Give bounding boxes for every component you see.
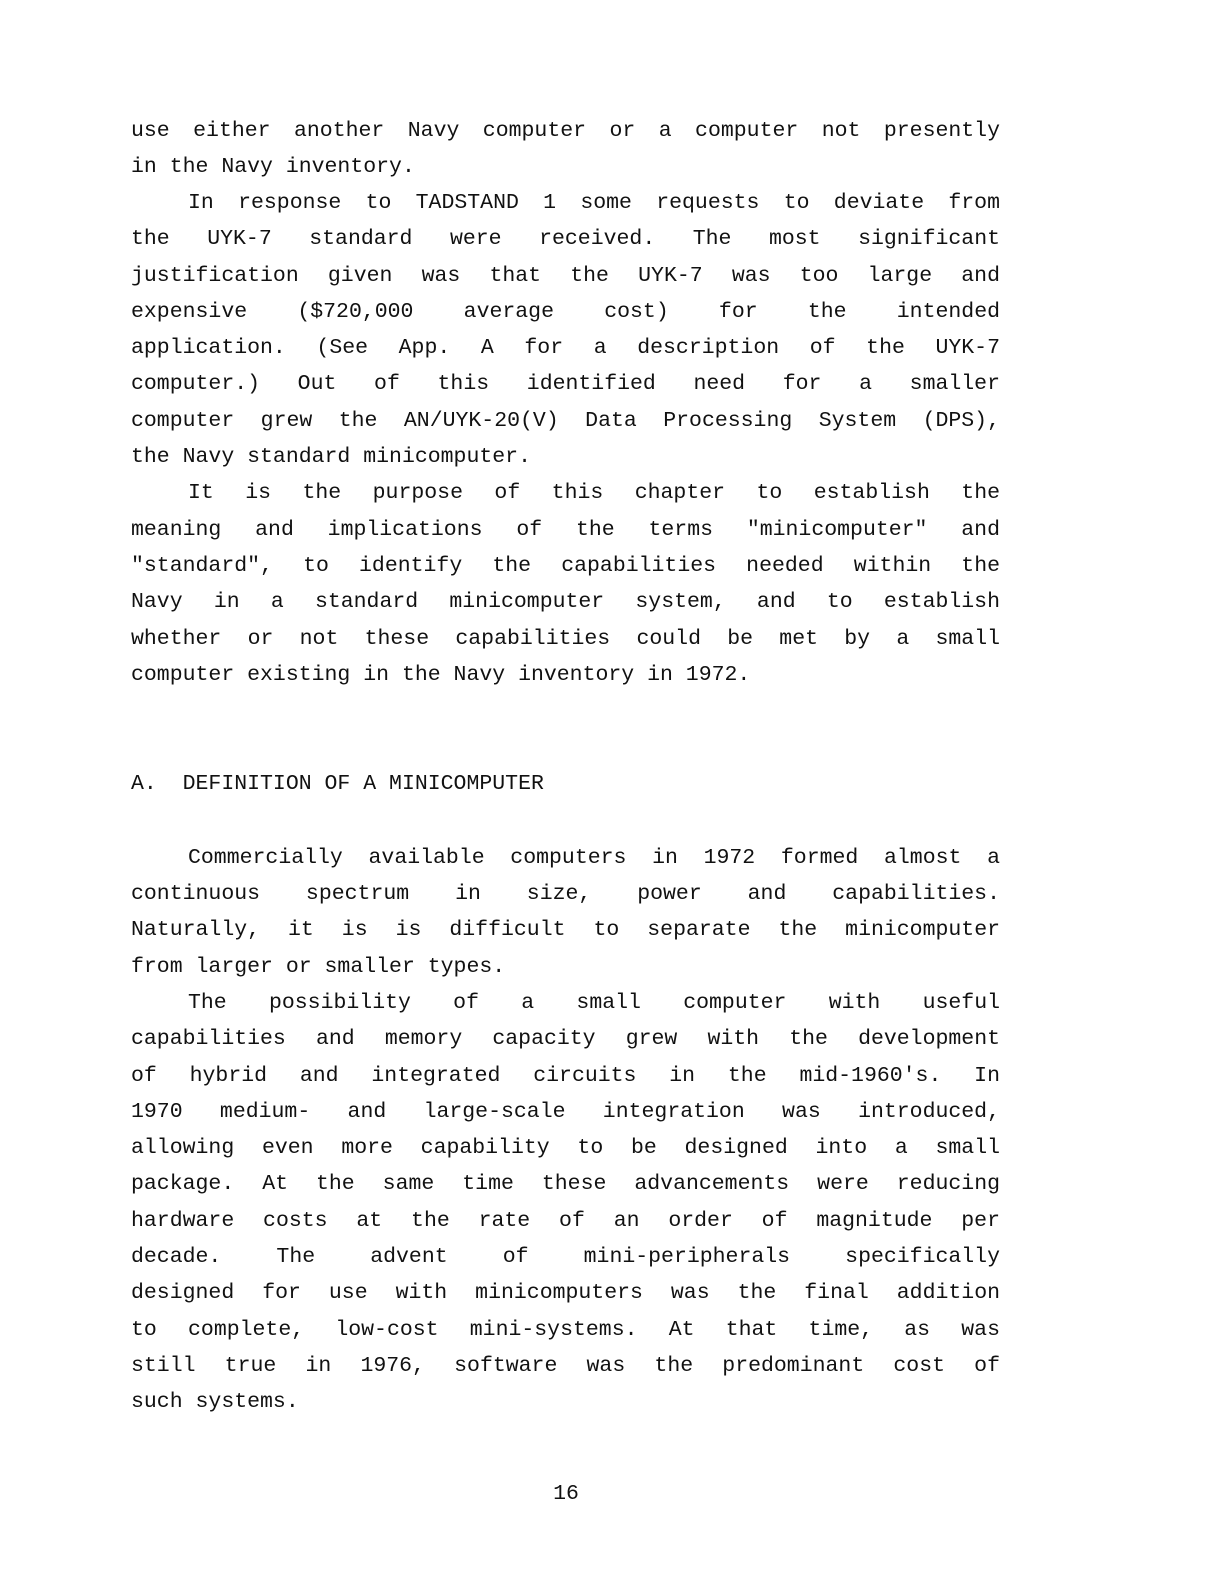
body-text-line: In response to TADSTAND 1 some requests to deviate from bbox=[188, 191, 1000, 215]
body-text-line: application. (See App. A for a description of the UYK-7 bbox=[131, 336, 1000, 360]
body-text-line: meaning and implications of the terms "minicomputer" and bbox=[131, 518, 1000, 542]
body-text-line: from larger or smaller types. bbox=[131, 955, 506, 979]
body-text-line: package. At the same time these advancements were reducing bbox=[131, 1172, 1000, 1196]
body-text-line: of hybrid and integrated circuits in the mid-1960's. In bbox=[131, 1064, 1000, 1088]
body-text-line: Navy in a standard minicomputer system, and to establish bbox=[131, 590, 1000, 614]
body-text-line: "standard", to identify the capabilities needed within the bbox=[131, 554, 1000, 578]
page-number: 16 bbox=[553, 1482, 579, 1506]
body-text-line: in the Navy inventory. bbox=[131, 155, 415, 179]
body-text-line: use either another Navy computer or a computer not presently bbox=[131, 119, 1000, 143]
body-text-line: still true in 1976, software was the predominant cost of bbox=[131, 1354, 1000, 1378]
body-text-line: justification given was that the UYK-7 was too large and bbox=[131, 264, 1000, 288]
body-text-line: to complete, low-cost mini-systems. At that time, as was bbox=[131, 1318, 1000, 1342]
body-text-line: such systems. bbox=[131, 1390, 299, 1414]
body-text-line: 1970 medium- and large-scale integration was introduced, bbox=[131, 1100, 1000, 1124]
body-text-line: decade. The advent of mini-peripherals specifically bbox=[131, 1245, 1000, 1269]
body-text-line: The possibility of a small computer with useful bbox=[188, 991, 1000, 1015]
body-text-line: Naturally, it is is difficult to separate the minicomputer bbox=[131, 918, 1000, 942]
body-text-line: computer.) Out of this identified need for a smaller bbox=[131, 372, 1000, 396]
body-text-line: allowing even more capability to be designed into a small bbox=[131, 1136, 1000, 1160]
body-text-line: whether or not these capabilities could be met by a small bbox=[131, 627, 1000, 651]
body-text-line: computer existing in the Navy inventory in 1972. bbox=[131, 663, 751, 687]
body-text-line: computer grew the AN/UYK-20(V) Data Processing System (DPS), bbox=[131, 409, 1000, 433]
body-text-line: the Navy standard minicomputer. bbox=[131, 445, 531, 469]
body-text-line: designed for use with minicomputers was the final addition bbox=[131, 1281, 1000, 1305]
body-text-line: the UYK-7 standard were received. The most significant bbox=[131, 227, 1000, 251]
body-text-line: expensive ($720,000 average cost) for the intended bbox=[131, 300, 1000, 324]
body-text-line: capabilities and memory capacity grew with the development bbox=[131, 1027, 1000, 1051]
body-text-line: Commercially available computers in 1972 formed almost a bbox=[188, 846, 1000, 870]
body-text-line: It is the purpose of this chapter to establish the bbox=[188, 481, 1000, 505]
body-text-line: continuous spectrum in size, power and capabilities. bbox=[131, 882, 1000, 906]
section-heading: A. DEFINITION OF A MINICOMPUTER bbox=[131, 772, 544, 796]
body-text-line: hardware costs at the rate of an order of magnitude per bbox=[131, 1209, 1000, 1233]
